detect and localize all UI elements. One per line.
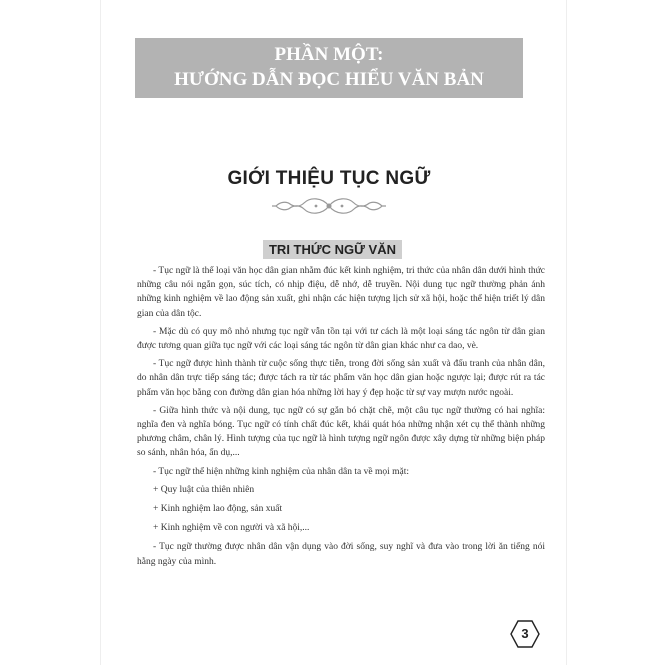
- part-banner: [135, 38, 523, 98]
- paragraph: - Mặc dù có quy mô nhỏ nhưng tục ngữ vẫn tồn tại với tư cách là một loại sáng tác ngôn từ dân gian được tương quan giữa tục ngữ với các loại sáng tác ngôn từ dân gian khác như ca dao, vè.: [137, 326, 545, 352]
- paragraph: - Tục ngữ thể hiện những kinh nghiệm của nhân dân ta về mọi mặt:: [153, 466, 410, 477]
- section-heading: TRI THỨC NGỮ VĂN: [263, 240, 402, 259]
- flourish-ornament-icon: [270, 193, 388, 219]
- section-heading-wrap: [0, 240, 665, 259]
- part-banner-line2: HƯỚNG DẪN ĐỌC HIỂU VĂN BẢN: [174, 69, 484, 90]
- paragraph: - Tục ngữ là thể loại văn học dân gian nhằm đúc kết kinh nghiệm, tri thức của nhân dân dưới hình thức những câu nói ngắn gọn, súc tích, có nhịp điệu, dễ nhớ, dễ truyền. Nội dung tục ngữ thường phản ánh những kinh nghiệm về lao động sản xuất, ghi nhận các hiện tượng lịch sử xã hội, hoặc thể hiện triết lý dân gian của dân tộc.: [137, 266, 545, 319]
- closing-paragraph: - Tục ngữ thường được nhân dân vận dụng vào đời sống, suy nghĩ và đưa vào trong lời ăn tiếng nói hằng ngày của mình.: [137, 542, 545, 567]
- bullet-item: + Kinh nghiệm về con người và xã hội,...: [153, 523, 310, 534]
- paragraph: - Tục ngữ được hình thành từ cuộc sống thực tiễn, trong đời sống sản xuất và đấu tranh của nhân dân, do nhân dân trực tiếp sáng tác; được tách ra từ tác phẩm văn học dân gian hoặc ngược lại; được rút ra tác phẩm văn học bằng con đường dân gian hóa những lời hay ý đẹp hoặc từ sự vay mượn nước ngoài.: [137, 359, 545, 398]
- bullet-item: + Kinh nghiệm lao động, sản xuất: [153, 504, 283, 515]
- bullet-item: + Quy luật của thiên nhiên: [153, 484, 255, 495]
- page-number-label: 3: [521, 626, 529, 641]
- paragraph: - Giữa hình thức và nội dung, tục ngữ có sự gắn bó chặt chẽ, một câu tục ngữ thường có hai nghĩa: nghĩa đen và nghĩa bóng. Tục ngữ có tính chất đúc kết, khái quát hóa những nhận xét cụ thể thành những phương châm, chân lý. Hình tượng của tục ngữ là hình tượng ngữ ngôn được xây dựng từ những biện pháp so sánh, nhân hóa, ẩn dụ,...: [137, 405, 545, 459]
- body-text: [137, 264, 545, 573]
- chapter-title: GIỚI THIỆU TỤC NGỮ: [227, 168, 431, 189]
- part-banner-line1: PHẦN MỘT:: [274, 44, 384, 65]
- page-number: [510, 620, 540, 648]
